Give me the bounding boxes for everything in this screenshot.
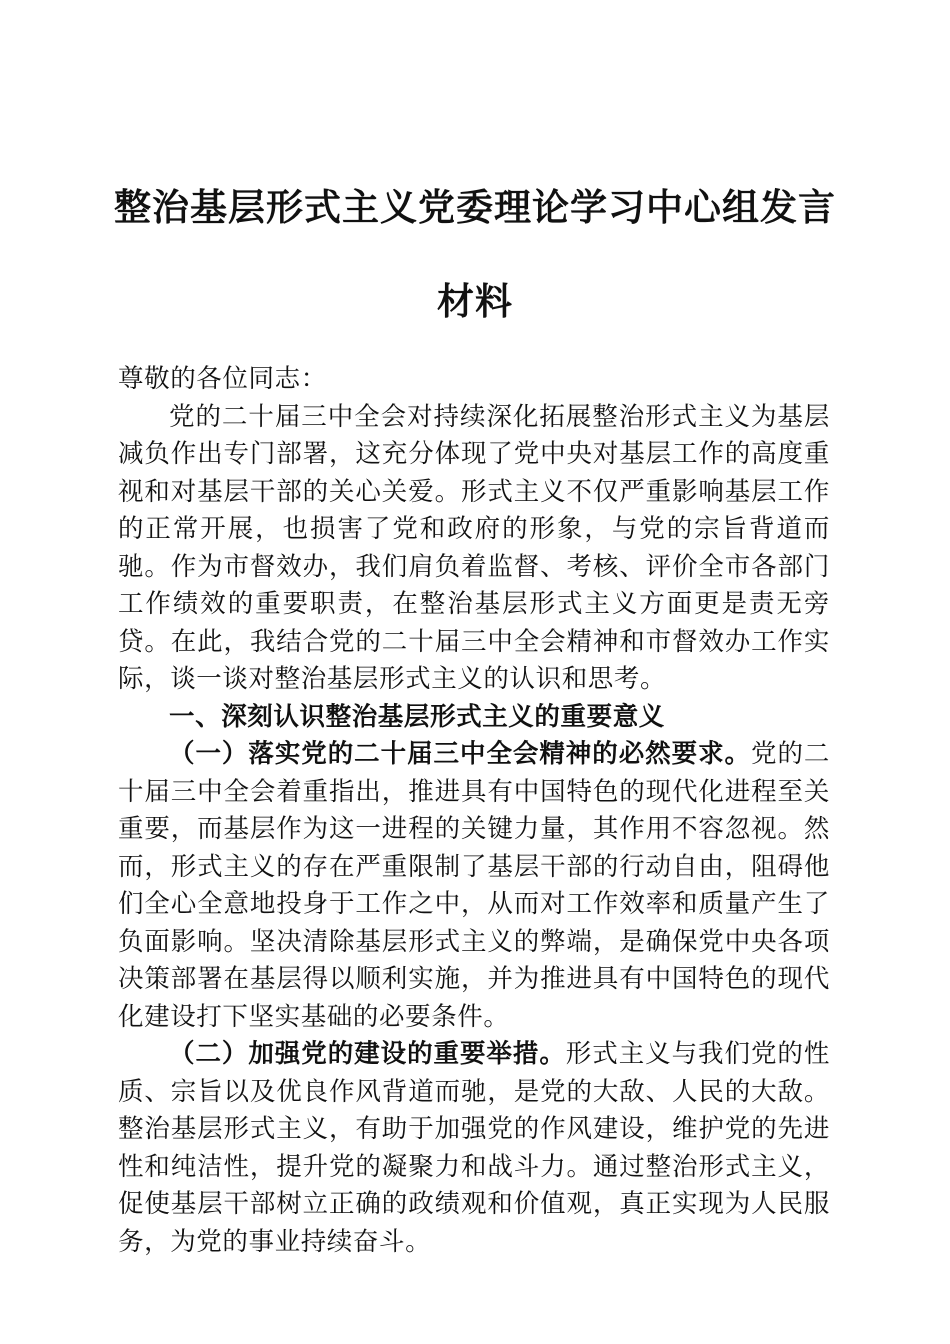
point-heading-2: （二）加强党的建设的重要举措。 (169, 1039, 566, 1069)
section-heading-1: 一、深刻认识整治基层形式主义的重要意义 (169, 701, 665, 732)
point-text-1: 党的二十届三中全会着重指出，推进具有中国特色的现代化进程至关重要，而基层作为这一进程的关键力量，其作用不容忽视。然而，形式主义的存在严重限制了基层干部的行动自由，阻碍他们全心全意地投身于工作之中，从而对工作效率和质量产生了负面影响。坚决清除基层形式主义的弊端，是确保党中央各项决策部署在基层得以顺利实施，并为推进具有中国特色的现代化建设打下坚实基础的必要条件。 (118, 739, 830, 1032)
intro-paragraph: 党的二十届三中全会对持续深化拓展整治形式主义为基层减负作出专门部署，这充分体现了党中央对基层工作的高度重视和对基层干部的关心关爱。形式主义不仅严重影响基层工作的正常开展，也损害了党和政府的形象，与党的宗旨背道而驰。作为市督效办，我们肩负着监督、考核、评价全市各部门工作绩效的重要职责，在整治基层形式主义方面更是责无旁贷。在此，我结合党的二十届三中全会精神和市督效办工作实际，谈一谈对整治基层形式主义的认识和思考。 (118, 401, 830, 694)
point-heading-1: （一）落实党的二十届三中全会精神的必然要求。 (169, 739, 751, 769)
document-body (118, 361, 830, 1261)
point-paragraph-1 (118, 736, 830, 1036)
salutation: 尊敬的各位同志： (118, 364, 327, 394)
point-paragraph-2 (118, 1036, 830, 1261)
document-title: 整治基层形式主义党委理论学习中心组发言材料 (114, 185, 836, 323)
point-text-2: 形式主义与我们党的性质、宗旨以及优良作风背道而驰，是党的大敌、人民的大敌。整治基层形式主义，有助于加强党的作风建设，维护党的先进性和纯洁性，提升党的凝聚力和战斗力。通过整治形式主义，促使基层干部树立正确的政绩观和价值观，真正实现为人民服务，为党的事业持续奋斗。 (118, 1039, 830, 1257)
